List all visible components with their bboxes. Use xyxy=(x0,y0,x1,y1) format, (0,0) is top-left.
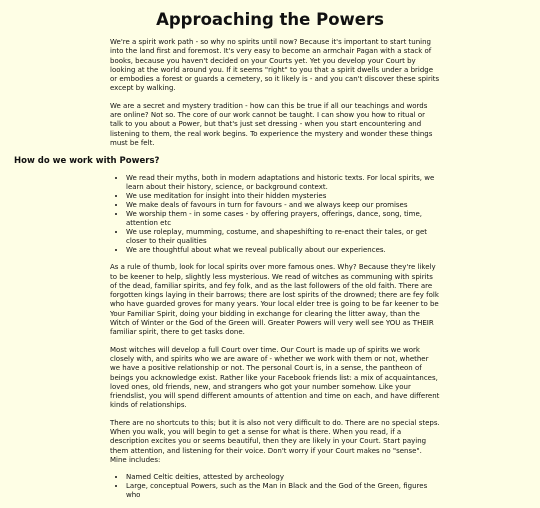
body-paragraph: There are no shortcuts to this; but it is also not very difficult to do. There are no special steps. When you walk, you will begin to get a sense for what is there. When you read, if a description excites you or seems beautiful, then they are likely in your Court. Start paying them attention, and listening for their voice. Don't worry if your Court makes no "sense". Mine includes: xyxy=(110,418,440,464)
page-title: Approaching the Powers xyxy=(156,10,384,29)
list-item: • We are thoughtful about what we reveal publically about our experiences. xyxy=(126,246,440,255)
list-item: • We use roleplay, mumming, costume, and shapeshifting to re-enact their tales, or get closer to their qualities xyxy=(126,228,440,246)
section-heading: How do we work with Powers? xyxy=(14,156,160,167)
list-item: • Large, conceptual Powers, such as the Man in Black and the God of the Green, figures who xyxy=(126,482,440,500)
body-paragraph: As a rule of thumb, look for local spirits over more famous ones. Why? Because they're likely to be keener to help, slightly less mysterious. We read of witches as communing with spirits of the dead, familiar spirits, and fey folk, and as the last followers of the old faith. There are forgotten kings laying in their barrows; there are lost spirits of the drowned; there are fey folk who have guarded groves for many years. Your local elder tree is going to be far keener to be Your Familiar Spirit, doing your bidding in exchange for clearing the litter away, than the Witch of Winter or the God of the Green will. Greater Powers will very well see YOU as THEIR familiar spirit, there to get tasks done. xyxy=(110,263,439,337)
body-paragraph: Most witches will develop a full Court over time. Our Court is made up of spirits we work closely with, and spirits who we are aware of - whether we work with them or not, whether we have a positive relationship or not. The personal Court is, in a sense, the pantheon of beings you acknowledge exist. Rather like your Facebook friends list: a mix of acquaintances, loved ones, old friends, new, and strangers who got your number somehow. Like your friendslist, you will spend different amounts of attention and time on each, and have different kinds of relationships. xyxy=(110,345,440,410)
article-body xyxy=(14,38,440,508)
intro-paragraph: We are a secret and mystery tradition - how can this be true if all our teachings and words are online? Not so. The core of our work cannot be taught. I can show you how to ritual or talk to you about a Power, but that's just set dressing - when you start encountering and listening to them, the real work begins. To experience the mystery and wonder these things must be felt. xyxy=(110,101,433,147)
list-item: • We read their myths, both in modern adaptations and historic texts. For local spirits, we learn about their history, science, or background context. xyxy=(126,174,440,192)
list-item: • We worship them - in some cases - by offering prayers, offerings, dance, song, time, attention etc xyxy=(126,210,440,228)
list-item: • Named Celtic deities, attested by archeology xyxy=(126,473,440,482)
work-methods-list xyxy=(110,174,440,255)
list-item: • We use meditation for insight into their hidden mysteries xyxy=(126,192,440,201)
court-list xyxy=(110,473,440,500)
intro-paragraph: We're a spirit work path - so why no spirits until now? Because it's important to start tuning into the land first and foremost. It's very easy to become an armchair Pagan with a stack of books, because you haven't decided on your Courts yet. Yet you develop your Court by looking at the world around you. If it seems "right" to you that a spirit dwells under a bridge or embodies a forest or guards a cemetery, so it likely is - and you can't discover these spirits except by walking. xyxy=(110,38,440,93)
list-item: • We make deals of favours in turn for favours - and we always keep our promises xyxy=(126,201,440,210)
